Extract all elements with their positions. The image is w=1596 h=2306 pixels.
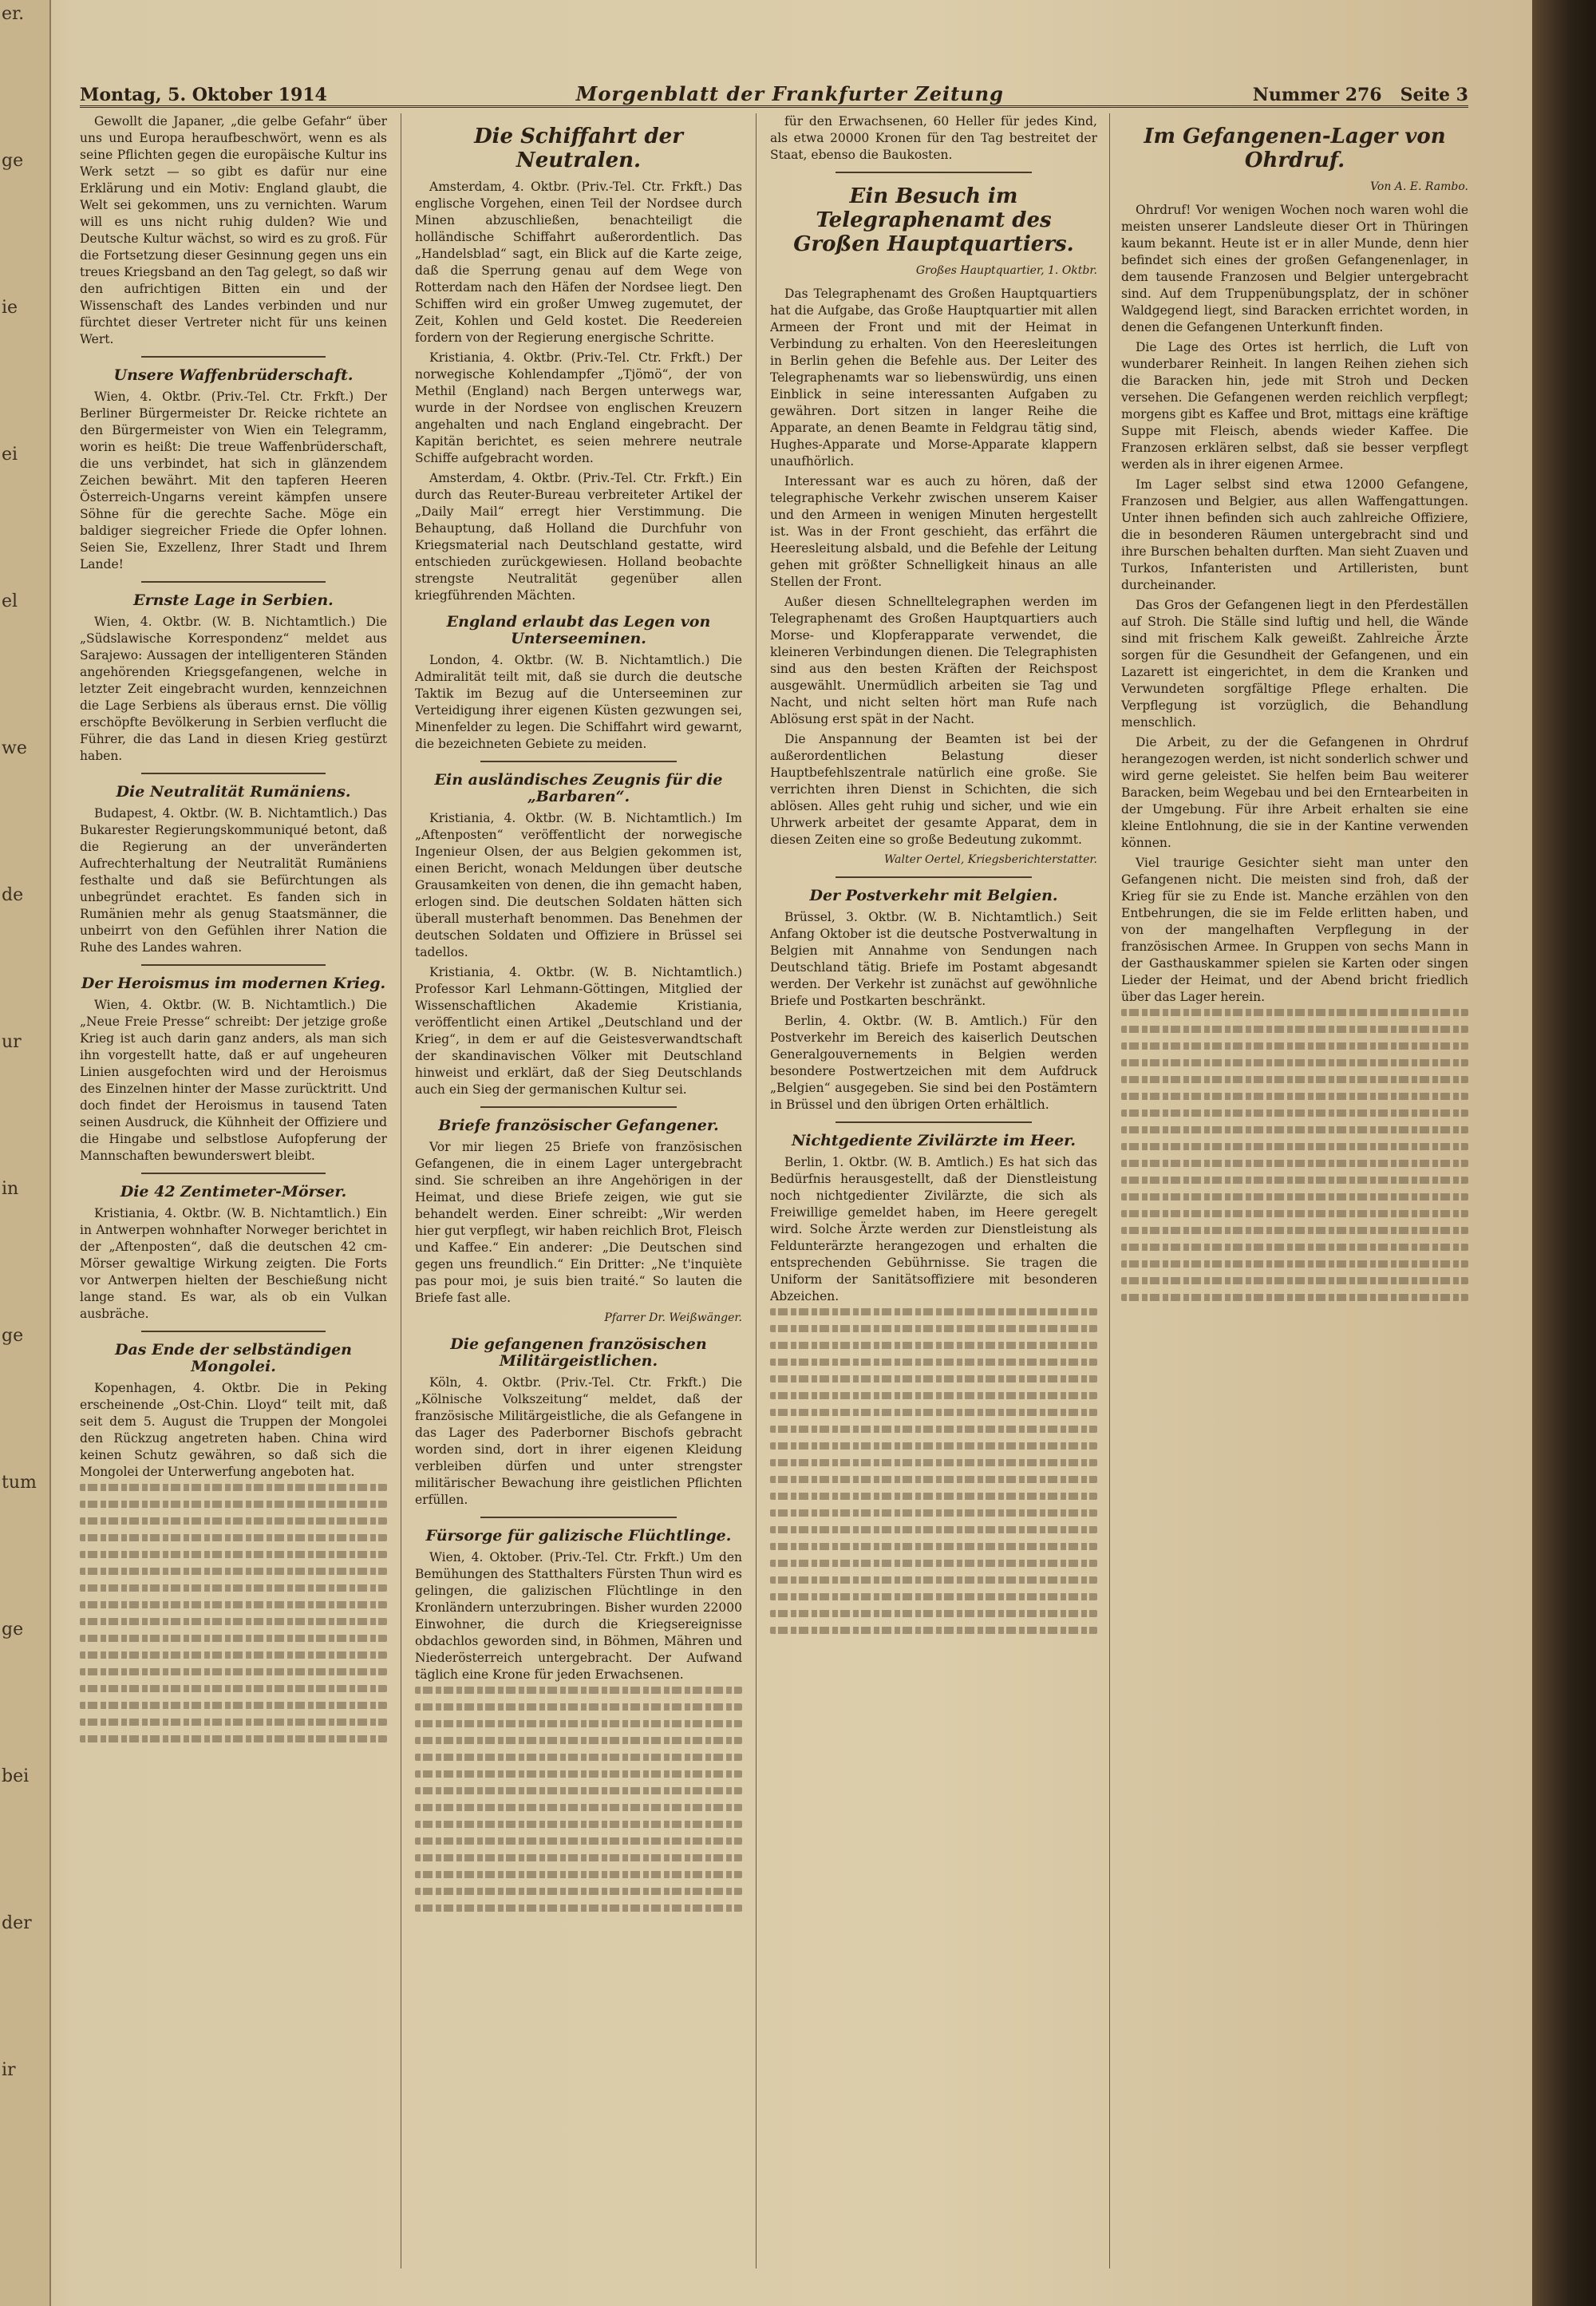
article-heading: Im Gefangenen-Lager von Ohrdruf. bbox=[1144, 125, 1446, 172]
illegible-text-line bbox=[80, 1501, 387, 1508]
article-paragraph: Kristiania, 4. Oktbr. (W. B. Nichtamtlich.) Im „Aftenposten“ veröffentlicht der norwegische Ingenieur Olsen, der aus Belgien gekommen ist, einen Bericht, wonach Meldungen über deutsche Grausamkeiten von denen, die ihn gemacht haben, erlogen sind. Die deutschen Soldaten hätten sich überall musterhaft benommen. Das Benehmen der deutschen Soldaten und Offiziere in Brüssel sei tadellos. bbox=[415, 811, 742, 959]
illegible-text-line bbox=[1121, 1210, 1468, 1217]
article-paragraph: Brüssel, 3. Oktbr. (W. B. Nichtamtlich.) Seit Anfang Oktober ist die deutsche Postverwaltung in Belgien mit Annahme von Sendungen nach Deutschland tätig. Briefe im Postamt abgesandt werden. Der Verkehr ist zunächst auf gewöhnliche Briefe und Postkarten beschränkt. bbox=[770, 910, 1097, 1008]
illegible-text-line bbox=[770, 1459, 1097, 1466]
prev-fragment: ge bbox=[2, 1620, 24, 1640]
illegible-text-line bbox=[1121, 1193, 1468, 1200]
issue-and-page bbox=[1253, 85, 1468, 105]
illegible-text-line bbox=[1121, 1244, 1468, 1251]
illegible-text-line bbox=[1121, 1143, 1468, 1150]
illegible-text-line bbox=[1121, 1294, 1468, 1301]
illegible-text-line bbox=[770, 1509, 1097, 1517]
separator bbox=[836, 172, 1032, 173]
illegible-text-line bbox=[770, 1610, 1097, 1617]
separator bbox=[480, 1106, 677, 1108]
illegible-text-line bbox=[80, 1719, 387, 1726]
article-paragraph: Das Telegraphenamt des Großen Hauptquartiers hat die Aufgabe, das Große Hauptquartier mit allen Armeen der Front und mit der Heimat in Verbindung zu erhalten. Von den Heeresleitungen in Berlin gehen die Befehle aus. Der Leiter des Telegraphenamts war so liebenswürdig, uns einen Einblick in seine interessanten Aufgaben zu gewähren. Dort sitzen in langer Reihe die Apparate, an denen Beamte in Feldgrau tätig sind, Hughes-Apparate und Morse-Apparate klappern unaufhörlich. bbox=[770, 287, 1097, 469]
article-paragraph: Gewollt die Japaner, „die gelbe Gefahr“ über uns und Europa heraufbeschwört, wenn es als seine Pflichten gegen die europäische Kultur ins Werk setzt — so gibt es dafür nur eine Erklärung und ein Motiv: England glaubt, die Welt sei gekommen, uns zu vernichten. Warum will es uns nicht ruhig dulden? Wie und Deutsche Kultur wächst, so wird es zu groß. Für die Fortsetzung dieser Gesinnung gegen uns ein treues Kriegsband an den Tag gelegt, so daß wir den aufrichtigen Bitten ein und der Wissenschaft des Landes verbinden und nur fürchtet dieser Vertreter nicht für uns keinen Wert. bbox=[80, 114, 387, 346]
illegible-text-line bbox=[770, 1392, 1097, 1399]
illegible-text-line bbox=[770, 1342, 1097, 1349]
illegible-text-line bbox=[770, 1476, 1097, 1483]
column-rule bbox=[756, 113, 757, 2268]
page-header bbox=[80, 73, 1468, 108]
illegible-text-line bbox=[770, 1409, 1097, 1416]
separator bbox=[141, 356, 326, 358]
illegible-text-line bbox=[770, 1442, 1097, 1450]
illegible-text-line bbox=[1121, 1093, 1468, 1100]
separator bbox=[836, 1121, 1032, 1123]
illegible-text-line bbox=[770, 1576, 1097, 1584]
article-paragraph: Vor mir liegen 25 Briefe von französischen Gefangenen, die in einem Lager untergebracht sind. Sie schreiben an ihre Angehörigen in der Heimat, und diese Briefe zeigen, wie gut sie behandelt werden. Einer schreibt: „Wir werden hier gut verpflegt, wir haben reichlich Brot, Fleisch und Kaffee.“ Ein anderer: „Die Deutschen sind gegen uns freundlich.“ Ein Dritter: „Ne t'inquiète pas pour moi, je suis bien traité.“ So lauten die Briefe fast alle. bbox=[415, 1140, 742, 1305]
illegible-text-line bbox=[415, 1754, 742, 1761]
illegible-text-line bbox=[80, 1735, 387, 1742]
article-paragraph: Die Lage des Ortes ist herrlich, die Luft von wunderbarer Reinheit. In langen Reihen ziehen sich die Baracken hin, jede mit Stroh und Decken versehen. Die Gefangenen werden reichlich verpflegt; morgens gibt es Kaffee und Brot, mittags eine kräftige Suppe mit Fleisch, abends wieder Kaffee. Die Franzosen erklären selbst, daß sie besser verpflegt werden als in ihrer eigenen Armee. bbox=[1121, 340, 1468, 472]
book-spine bbox=[1532, 0, 1596, 2306]
prev-fragment: we bbox=[2, 738, 27, 758]
illegible-text-line bbox=[80, 1601, 387, 1608]
prev-fragment: el bbox=[2, 591, 18, 611]
illegible-text-line bbox=[1121, 1260, 1468, 1268]
illegible-text-line bbox=[415, 1787, 742, 1794]
column-4 bbox=[1121, 113, 1468, 2268]
issue-number: Nummer 276 bbox=[1252, 85, 1382, 105]
illegible-text-line bbox=[415, 1888, 742, 1895]
illegible-text-line bbox=[80, 1685, 387, 1692]
article-paragraph: Wien, 4. Oktbr. (Priv.-Tel. Ctr. Frkft.) Der Berliner Bürgermeister Dr. Reicke richtete an den Bürgermeister von Wien ein Telegramm, worin es heißt: Die treue Waffenbrüderschaft, die uns verbindet, hat sich in glänzendem Zeichen bewährt. Mit den tapferen Heeren Österreich-Ungarns vereint kämpfen unsere Söhne für die gerechte Sache. Möge ein baldiger siegreicher Friede die Opfer lohnen. Seien Sie, Exzellenz, Ihrer Stadt und Ihrem Lande! bbox=[80, 390, 387, 572]
prev-fragment: de bbox=[2, 885, 24, 905]
article-heading: Das Ende der selbständigen Mongolei. bbox=[115, 1341, 352, 1375]
article-paragraph: Die Anspannung der Beamten ist bei der außerordentlichen Belastung dieser Hauptbefehlszentrale natürlich eine große. Sie verrichten ihren Dienst in Schichten, die sich ablösen. Alles geht ruhig und sicher, und wie ein Uhrwerk arbeitet der gesamte Apparat, dem in diesen Zeiten eine so große Bedeutung zukommt. bbox=[770, 732, 1097, 847]
article-paragraph: Budapest, 4. Oktbr. (W. B. Nichtamtlich.) Das Bukarester Regierungskommuniqué betont, daß die Regierung an der unveränderten Aufrechterhaltung der Neutralität Rumäniens festhalte und daß sie Befürchtungen als unbegründet erachtet. Es fanden sich in Rumänien mehr als genug Staatsmänner, die unbeirrt von den Gefühlen ihrer Nation die Ruhe des Landes wahren. bbox=[80, 806, 387, 955]
article-paragraph: Amsterdam, 4. Oktbr. (Priv.-Tel. Ctr. Frkft.) Ein durch das Reuter-Bureau verbreiteter Artikel der „Daily Mail“ erregt hier Verstimmung. Die Behauptung, daß Holland die Durchfuhr von Kriegsmaterial nach Deutschland gestatte, wird entschieden zurückgewiesen. Holland beobachte strengste Neutralität gegenüber allen kriegführenden Mächten. bbox=[415, 471, 742, 603]
illegible-text-line bbox=[1121, 1277, 1468, 1284]
illegible-text-line bbox=[80, 1651, 387, 1659]
article-paragraph: Wien, 4. Oktober. (Priv.-Tel. Ctr. Frkft.) Um den Bemühungen des Statthalters Fürsten Thun wird es gelingen, die galizischen Flüchtlinge in den Kronländern unterzubringen. Bisher wurden 22000 Einwohner, die durch die Kriegsereignisse obdachlos geworden sind, in Böhmen, Mähren und Niederösterreich untergebracht. Der Aufwand täglich eine Krone für jeden Erwachsenen. bbox=[415, 1550, 742, 1682]
article-signature: Walter Oertel, Kriegsberichterstatter. bbox=[883, 853, 1097, 866]
illegible-text-line bbox=[770, 1560, 1097, 1567]
illegible-text-line bbox=[80, 1551, 387, 1558]
article-heading: Die gefangenen französischen Militärgeistlichen. bbox=[450, 1335, 707, 1370]
separator bbox=[836, 876, 1032, 878]
article-heading: Ernste Lage in Serbien. bbox=[133, 591, 334, 609]
article-paragraph: Wien, 4. Oktbr. (W. B. Nichtamtlich.) Die „Südslawische Korrespondenz“ meldet aus Sarajewo: Aussagen der intelligenteren Ständen angehörenden Kriegsgefangenen, welche in letzter Zeit eingebracht wurden, kennzeichnen die Lage Serbiens als überaus ernst. Die völlig erschöpfte Bevölkerung in Serbien verflucht die Führer, die das Land in diesen Krieg gestürzt haben. bbox=[80, 615, 387, 763]
illegible-text-line bbox=[770, 1375, 1097, 1382]
illegible-text-line bbox=[415, 1770, 742, 1778]
article-heading: Die Neutralität Rumäniens. bbox=[116, 783, 351, 801]
separator bbox=[480, 1517, 677, 1518]
article-paragraph: Kristiania, 4. Oktbr. (W. B. Nichtamtlich.) Professor Karl Lehmann-Göttingen, Mitglied der Wissenschaftlichen Akademie Kristiania, veröffentlicht einen Artikel „Deutschland und der Krieg“, in dem er auf die Geistesverwandtschaft der skandinavischen Völker mit Deutschland hinweist und erklärt, daß der Sieg Deutschlands auch ein Sieg der germanischen Kultur sei. bbox=[415, 965, 742, 1097]
illegible-text-line bbox=[80, 1517, 387, 1525]
article-heading: Briefe französischer Gefangener. bbox=[438, 1117, 719, 1134]
previous-page-edge bbox=[0, 0, 51, 2306]
article-paragraph: Amsterdam, 4. Oktbr. (Priv.-Tel. Ctr. Frkft.) Das englische Vorgehen, einen Teil der Nordsee durch Minen abzuschließen, benachteiligt die holländische Schiffahrt außerordentlich. Das „Handelsblad“ sagt, ein Blick auf die Karte zeige, daß die Sperrung genau auf dem Wege von Rotterdam nach den Häfen der Nordsee liegt. Den Schiffen wird ein großer Umweg zugemutet, der Zeit, Kohlen und Geld kostet. Die Reedereien fordern von der Regierung energische Schritte. bbox=[415, 180, 742, 345]
article-heading: Die Schiffahrt der Neutralen. bbox=[474, 125, 683, 172]
article-heading: Der Postverkehr mit Belgien. bbox=[809, 887, 1058, 904]
article-heading: Unsere Waffenbrüderschaft. bbox=[113, 366, 354, 384]
separator bbox=[480, 761, 677, 762]
article-heading: Ein Besuch im Telegraphenamt des Großen Hauptquartiers. bbox=[793, 184, 1074, 256]
column-3 bbox=[770, 113, 1097, 2268]
illegible-text-line bbox=[1121, 1160, 1468, 1167]
article-heading: Fürsorge für galizische Flüchtlinge. bbox=[425, 1527, 732, 1545]
prev-fragment: er. bbox=[2, 4, 25, 24]
illegible-text-line bbox=[80, 1618, 387, 1625]
illegible-text-line bbox=[1121, 1042, 1468, 1050]
separator bbox=[141, 964, 326, 966]
issue-date: Montag, 5. Oktober 1914 bbox=[80, 85, 327, 105]
article-paragraph: Im Lager selbst sind etwa 12000 Gefangene, Franzosen und Belgier, aus allen Waffengattungen. Unter ihnen befinden sich auch zahlreiche Offiziere, die in besonderen Räumen untergebracht sind und ihre Burschen behalten durften. Man sieht Zuaven und Turkos, Infanteristen und Artilleristen, bunt durcheinander. bbox=[1121, 477, 1468, 592]
illegible-text-line bbox=[770, 1308, 1097, 1315]
page-number: Seite 3 bbox=[1400, 85, 1468, 105]
illegible-text-line bbox=[770, 1526, 1097, 1533]
article-paragraph: Außer diesen Schnelltelegraphen werden im Telegraphenamt des Großen Hauptquartiers auch Morse- und Klopferapparate verwendet, die kleineren Verbindungen dienen. Die Telegraphisten sind aus den besten Kräften der Reichspost ausgewählt. Unermüdlich arbeiten sie Tag und Nacht, und nicht selten hört man Rufe nach Ablösung erst spät in der Nacht. bbox=[770, 595, 1097, 726]
article-signature: Pfarrer Dr. Weißwänger. bbox=[604, 1311, 742, 1324]
article-paragraph: Wien, 4. Oktbr. (W. B. Nichtamtlich.) Die „Neue Freie Presse“ schreibt: Der jetzige große Krieg ist auch darin ganz anders, als man sich ihn vorgestellt hatte, daß er auf ungeheuren Linien ausgefochten wird und der Heroismus des Einzelnen hinter der Masse zurücktritt. Und doch findet der Heroismus in tausend Taten seinen Ausdruck, die Kühnheit der Offiziere und die Hingabe und selbstlose Aufopferung der Mannschaften bewunderswert bleibt. bbox=[80, 998, 387, 1163]
prev-fragment: ie bbox=[2, 298, 18, 318]
article-paragraph: Kristiania, 4. Oktbr. (W. B. Nichtamtlich.) Ein in Antwerpen wohnhafter Norweger berichtet in der „Aftenposten“, daß die deutschen 42 cm-Mörser gewaltige Wirkung zeigten. Die Forts vor Antwerpen hielten der Beschießung nicht lange stand. Es war, als ob ein Vulkan ausbräche. bbox=[80, 1206, 387, 1321]
illegible-text-line bbox=[1121, 1076, 1468, 1083]
illegible-text-line bbox=[1121, 1009, 1468, 1016]
prev-fragment: ur bbox=[2, 1032, 22, 1052]
article-paragraph: Viel traurige Gesichter sieht man unter den Gefangenen nicht. Die meisten sind froh, daß der Krieg für sie zu Ende ist. Manche erzählen von den Entbehrungen, die sie im Felde erlitten haben, und von der mangelhaften Verpflegung in der französischen Armee. In Gruppen von sechs Mann in der Gasthauskammer spielen sie Karten oder singen Lieder der Heimat, und der Abend bricht friedlich über das Lager herein. bbox=[1121, 856, 1468, 1004]
article-dateline: Großes Hauptquartier, 1. Oktbr. bbox=[915, 264, 1097, 277]
illegible-text-line bbox=[415, 1837, 742, 1845]
article-paragraph: Ohrdruf! Vor wenigen Wochen noch waren wohl die meisten unserer Landsleute dieser Ort in Thüringen kaum bekannt. Heute ist er in aller Munde, denn hier befindet sich eines der großen Gefangenenlager, in dem tausende Franzosen und Belgier untergebracht sind. Auf dem Truppenübungsplatz, der in schöner Waldgegend liegt, sind Baracken errichtet worden, in denen die Gefangenen Unterkunft finden. bbox=[1121, 203, 1468, 334]
article-paragraph: Köln, 4. Oktbr. (Priv.-Tel. Ctr. Frkft.) Die „Kölnische Volkszeitung“ meldet, daß der französische Militärgeistliche, die als Gefangene in das Lager des Paderborner Bischofs gebracht worden sind, dort in ihrer eigenen Kleidung verbleiben dürfen und unter strengster militärischer Bewachung ihre geistlichen Pflichten erfüllen. bbox=[415, 1375, 742, 1507]
illegible-text-line bbox=[415, 1720, 742, 1727]
illegible-text-line bbox=[770, 1593, 1097, 1600]
illegible-text-line bbox=[415, 1687, 742, 1694]
separator bbox=[141, 773, 326, 774]
article-heading: England erlaubt das Legen von Unterseeminen. bbox=[446, 613, 711, 647]
illegible-text-line bbox=[1121, 1109, 1468, 1117]
article-heading: Der Heroismus im modernen Krieg. bbox=[81, 975, 386, 992]
illegible-text-line bbox=[80, 1484, 387, 1491]
prev-fragment: in bbox=[2, 1179, 19, 1199]
illegible-text-line bbox=[770, 1359, 1097, 1366]
illegible-text-line bbox=[770, 1493, 1097, 1500]
article-heading: Die 42 Zentimeter-Mörser. bbox=[120, 1183, 347, 1200]
illegible-text-line bbox=[415, 1737, 742, 1744]
column-rule bbox=[1109, 113, 1110, 2268]
prev-fragment: tum bbox=[2, 1473, 37, 1493]
prev-fragment: ge bbox=[2, 151, 24, 171]
illegible-text-line bbox=[770, 1627, 1097, 1634]
illegible-text-line bbox=[770, 1543, 1097, 1550]
article-paragraph: für den Erwachsenen, 60 Heller für jedes Kind, als etwa 20000 Kronen für den Tag bestreitet der Staat, ebenso die Baukosten. bbox=[770, 114, 1097, 162]
illegible-text-line bbox=[415, 1703, 742, 1711]
column-1 bbox=[80, 113, 387, 2268]
illegible-text-line bbox=[415, 1821, 742, 1828]
article-heading: Ein ausländisches Zeugnis für die „Barbaren“. bbox=[434, 771, 723, 805]
article-heading: Nichtgediente Zivilärzte im Heer. bbox=[791, 1132, 1077, 1149]
prev-fragment: ge bbox=[2, 1326, 24, 1346]
masthead: Morgenblatt der Frankfurter Zeitung bbox=[575, 82, 1004, 105]
illegible-text-line bbox=[1121, 1059, 1468, 1066]
article-paragraph: Interessant war es auch zu hören, daß der telegraphische Verkehr zwischen unserem Kaiser und den Armeen in wenigen Minuten hergestellt ist. Was in der Front geschieht, das erfährt die Heeresleitung alsbald, und die Befehle der Leitung gehen mit größter Schnelligkeit hinaus an alle Stellen der Front. bbox=[770, 474, 1097, 589]
illegible-text-line bbox=[80, 1534, 387, 1541]
illegible-text-line bbox=[1121, 1227, 1468, 1234]
illegible-text-line bbox=[770, 1426, 1097, 1433]
illegible-text-line bbox=[415, 1871, 742, 1878]
illegible-text-line bbox=[415, 1905, 742, 1912]
illegible-text-line bbox=[415, 1854, 742, 1861]
illegible-text-line bbox=[80, 1568, 387, 1575]
prev-fragment: ei bbox=[2, 445, 18, 465]
prev-fragment: bei bbox=[2, 1766, 30, 1786]
prev-fragment: ir bbox=[2, 2060, 16, 2080]
illegible-text-line bbox=[80, 1702, 387, 1709]
article-paragraph: Kopenhagen, 4. Oktbr. Die in Peking erscheinende „Ost-Chin. Lloyd“ teilt mit, daß seit dem 5. August die Truppen der Mongolei den Rückzug angetreten haben. China wird keinen Schutz gewähren, so daß sich die Mongolei der Unterwerfung angeboten hat. bbox=[80, 1381, 387, 1479]
separator bbox=[141, 581, 326, 583]
column-2 bbox=[415, 113, 742, 2268]
illegible-text-line bbox=[1121, 1177, 1468, 1184]
illegible-text-line bbox=[80, 1668, 387, 1675]
illegible-text-line bbox=[80, 1635, 387, 1642]
prev-fragment: der bbox=[2, 1913, 32, 1933]
illegible-text-line bbox=[770, 1325, 1097, 1332]
article-paragraph: London, 4. Oktbr. (W. B. Nichtamtlich.) Die Admiralität teilt mit, daß sie durch die deutsche Taktik im Bezug auf die Unterseeminen zur Verteidigung ihrer eigenen Küsten gezwungen sei, Minenfelder zu legen. Die Schiffahrt wird gewarnt, die bezeichneten Gebiete zu meiden. bbox=[415, 653, 742, 751]
separator bbox=[141, 1331, 326, 1332]
illegible-text-line bbox=[415, 1804, 742, 1811]
illegible-text-line bbox=[1121, 1126, 1468, 1133]
illegible-text-line bbox=[1121, 1026, 1468, 1033]
separator bbox=[141, 1173, 326, 1174]
article-paragraph: Kristiania, 4. Oktbr. (Priv.-Tel. Ctr. Frkft.) Der norwegische Kohlendampfer „Tjömö“, der von Methil (England) nach Bergen unterwegs war, wurde in der Nordsee von englischen Kreuzern angehalten und nach England eingebracht. Der Kapitän berichtet, es seien mehrere neutrale Schiffe aufgebracht worden. bbox=[415, 350, 742, 465]
article-paragraph: Die Arbeit, zu der die Gefangenen in Ohrdruf herangezogen werden, ist nicht sonderlich schwer und wird gerne geleistet. Sie helfen beim Bau weiterer Baracken, beim Wegebau und bei den Erntearbeiten in der Umgebung. Für ihre Arbeit erhalten sie eine kleine Entlohnung, die sie in der Kantine verwenden können. bbox=[1121, 735, 1468, 850]
article-byline: Von A. E. Rambo. bbox=[1370, 180, 1468, 193]
illegible-text-line bbox=[80, 1584, 387, 1592]
article-paragraph: Berlin, 4. Oktbr. (W. B. Amtlich.) Für den Postverkehr im Bereich des kaiserlich Deutschen Generalgouvernements in Belgien werden besondere Postwertzeichen mit dem Aufdruck „Belgien“ ausgegeben. Sie sind bei den Postämtern in Brüssel und den übrigen Orten erhältlich. bbox=[770, 1014, 1097, 1112]
article-paragraph: Das Gros der Gefangenen liegt in den Pferdeställen auf Stroh. Die Ställe sind luftig und hell, die Wände sind mit frischem Kalk geweißt. Zahlreiche Ärzte sorgen für die Gesundheit der Gefangenen, und ein Lazarett ist eingerichtet, in dem die Kranken und Verwundeten sorgfältige Pflege erhalten. Die Verpflegung ist vorzüglich, die Behandlung menschlich. bbox=[1121, 598, 1468, 730]
article-paragraph: Berlin, 1. Oktbr. (W. B. Amtlich.) Es hat sich das Bedürfnis herausgestellt, daß der Dienstleistung noch nichtgedienter Zivilärzte, die sich als Freiwillige gemeldet haben, im Heere geregelt wird. Solche Ärzte werden zur Dienstleistung als Feldunterärzte herangezogen und erhalten die entsprechenden Gebührnisse. Sie tragen die Uniform der Sanitätsoffiziere mit besonderen Abzeichen. bbox=[770, 1155, 1097, 1303]
